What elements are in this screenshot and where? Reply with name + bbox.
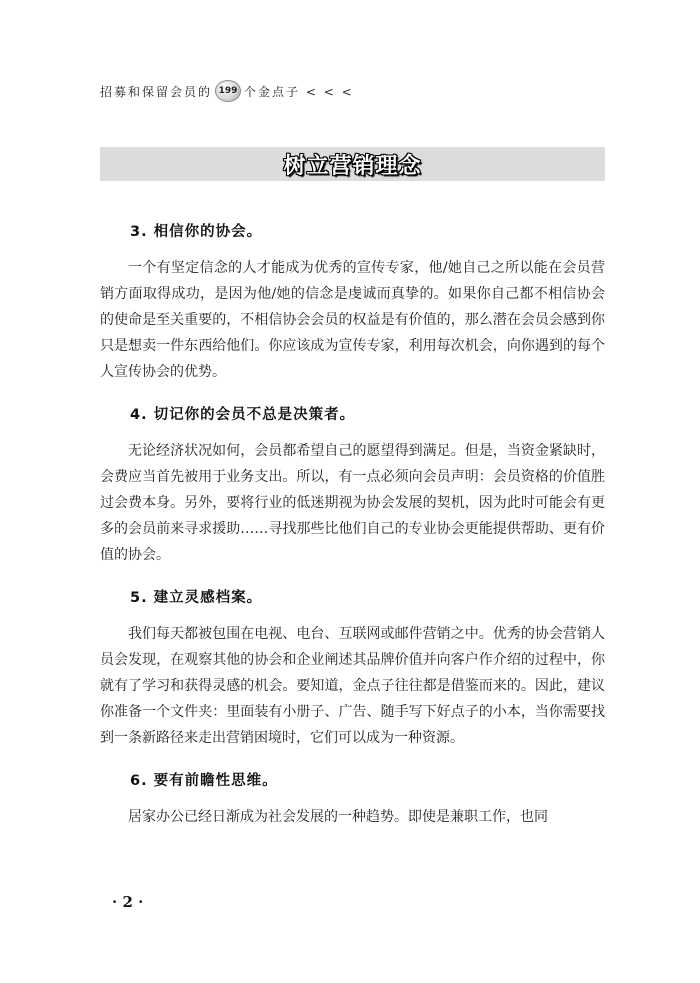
header-book-title: 招募和保留会员的 — [100, 84, 213, 99]
tip-paragraph: 居家办公已经日渐成为社会发展的一种趋势。即使是兼职工作，也同 — [128, 809, 548, 825]
section-title: 树立营销理念 — [283, 153, 422, 179]
tip-5 — [100, 586, 605, 751]
tip-paragraph: 我们每天都被包围在电视、电台、互联网或邮件营销之中。优秀的协会营销人员会发现，在观察其他的协会和企业阐述其品牌价值并向客户作介绍的过程中，你就有了学习和获得灵感的机会。要知道，金点子往往都是借鉴而来的。因此，建议你准备一个文件夹：里面装有小册子、广告、随手写下好点子的小本，当你需要找到一条新路径来走出营销困境时，它们可以成为一种资源。 — [100, 626, 605, 746]
tip-heading: 6. 要有前瞻性思维。 — [130, 773, 278, 789]
tip-paragraph: 一个有坚定信念的人才能成为优秀的宣传专家，他/她自己之所以能在会员营销方面取得成功，是因为他/她的信念是虔诚而真挚的。如果你自己都不相信协会的使命是至关重要的，不相信协会会员的权益是有价值的，那么潜在会员会感到你只是想卖一件东西给他们。你应该成为宣传专家，利用每次机会，向你遇到的每个人宣传协会的优势。 — [100, 260, 605, 380]
number-badge-icon: 199 — [215, 80, 241, 102]
tip-heading: 3. 相信你的协会。 — [130, 224, 263, 240]
header-book-title-suffix: 个金点子 < < < — [244, 84, 354, 99]
tip-paragraph: 无论经济状况如何，会员都希望自己的愿望得到满足。但是，当资金紧缺时，会费应当首先被用于业务支出。所以，有一点必须向会员声明：会员资格的价值胜过会费本身。另外，要将行业的低迷期视为协会发展的契机，因为此时可能会有更多的会员前来寻求援助……寻找那些比他们自己的专业协会更能提供帮助、更有价值的协会。 — [100, 443, 605, 563]
tip-4 — [100, 403, 605, 568]
page-content — [100, 208, 605, 848]
tip-heading: 4. 切记你的会员不总是决策者。 — [130, 407, 356, 423]
section-banner — [100, 147, 605, 181]
running-header — [100, 80, 354, 102]
tip-6 — [100, 769, 605, 830]
tip-heading: 5. 建立灵感档案。 — [130, 590, 263, 606]
tip-3 — [100, 220, 605, 385]
page-number: · 2 · — [112, 893, 144, 911]
